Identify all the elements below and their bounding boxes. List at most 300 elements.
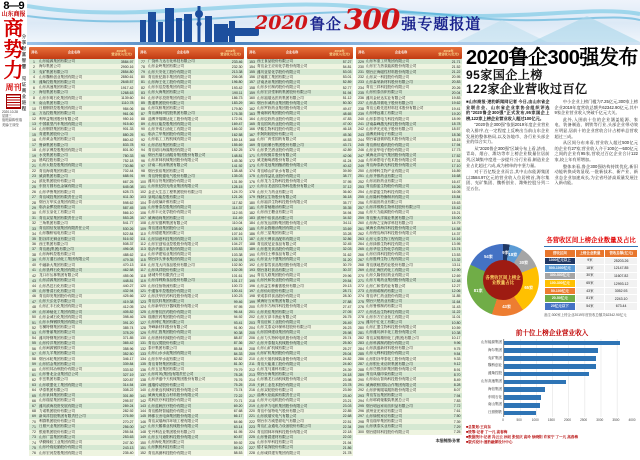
credit-line: ■数据统计:记者 冯云云 孙姮 张恒庆 高玲 徐晓阳 许家宁 丁一凡 高春梅 bbox=[466, 434, 578, 439]
company-name-cell: 山东佳士博食品有限公司 bbox=[257, 252, 297, 257]
company-name-cell: 山东阳谷华泰化工股份有限公司 bbox=[366, 356, 417, 361]
revenue-cell: 901.33 bbox=[122, 127, 134, 132]
revenue-cell: 880.25 bbox=[122, 132, 134, 137]
revenue-cell: 419.38 bbox=[122, 299, 134, 304]
rank-cell: 7 bbox=[33, 90, 35, 95]
article-paragraph: ■山东商报·速豹新闻网记者 今日,由山东省企业联合会、山东省企业家协会组织评选的“2020鲁企300强”正式发布,95家国企上榜,122家上榜企业营业收入超过100亿元。 bbox=[466, 99, 550, 121]
company-name-cell: 山东辰欣药业股份有限公司 bbox=[257, 116, 301, 121]
bar-label: 东明石化 bbox=[488, 394, 502, 399]
legend-row bbox=[545, 280, 638, 288]
bar bbox=[504, 411, 536, 416]
legend-count-cell: 54家 bbox=[575, 303, 605, 311]
revenue-cell: 352.50 bbox=[122, 351, 134, 356]
company-name-cell: 山东亚华电子股份有限公司 bbox=[366, 147, 410, 152]
company-name-cell: 山东得益乳业股份有限公司 bbox=[257, 173, 301, 178]
rank-cell: 266 bbox=[358, 252, 364, 257]
company-name-cell: 潍坊中汇化工有限公司 bbox=[366, 320, 402, 325]
revenue-cell: 57.27 bbox=[342, 59, 352, 64]
company-name-cell: 力诺集团股份有限公司 bbox=[39, 408, 75, 413]
company-name-cell: 华泰集团有限公司 bbox=[39, 387, 68, 392]
company-name-cell: 青岛蔚蓝生物股份有限公司 bbox=[366, 184, 410, 189]
legend-count-cell: 81家 bbox=[575, 295, 605, 303]
rank-cell: 66 bbox=[32, 398, 36, 403]
company-name-cell: 威海迪尚集团有限公司 bbox=[148, 215, 184, 220]
rank-cell: 138 bbox=[140, 377, 146, 382]
company-name-cell: 万达控股集团有限公司 bbox=[39, 111, 75, 116]
revenue-cell: 138.48 bbox=[231, 169, 243, 174]
revenue-cell: 301.89 bbox=[122, 393, 134, 398]
company-name-cell: 山东晨钟机械股份有限公司 bbox=[148, 335, 192, 340]
company-name-cell: 威海联桥国际合作集团有限公司 bbox=[366, 382, 417, 387]
company-name-cell: 青岛康地恩药业股份有限公司 bbox=[366, 262, 413, 267]
rank-cell: 171 bbox=[249, 153, 255, 158]
bar-row bbox=[488, 409, 633, 417]
company-name-cell: 青岛雪达集团有限公司 bbox=[366, 393, 402, 398]
revenue-cell: 295.57 bbox=[122, 398, 134, 403]
rank-cell: 176 bbox=[249, 179, 255, 184]
company-name-cell: 山东碧蓝生物科技有限公司 bbox=[366, 189, 410, 194]
revenue-cell: 3584.97 bbox=[120, 59, 134, 64]
issue-date: 2020.10.28 bbox=[2, 110, 18, 114]
revenue-cell: 752.18 bbox=[122, 158, 134, 163]
revenue-cell: 391.20 bbox=[122, 320, 134, 325]
bar-row bbox=[488, 355, 633, 363]
revenue-cell: 28.71 bbox=[342, 289, 352, 294]
company-name-cell: 山东景芝酒业股份有限公司 bbox=[257, 147, 301, 152]
rank-cell: 147 bbox=[140, 424, 146, 429]
revenue-cell: 121.26 bbox=[231, 195, 243, 200]
rank-cell: 195 bbox=[249, 278, 255, 283]
revenue-cell: 358.96 bbox=[122, 346, 134, 351]
rank-cell: 209 bbox=[249, 351, 255, 356]
company-name-cell: 烟台正海磁性材料股份有限公司 bbox=[366, 69, 417, 74]
company-name-cell: 山东宏力热泵能源股份有限公司 bbox=[366, 64, 417, 69]
revenue-cell: 46.18 bbox=[342, 127, 352, 132]
rank-cell: 38 bbox=[32, 252, 36, 257]
revenue-cell: 47.83 bbox=[342, 117, 352, 122]
company-name-cell: 山东欧瑞安电气有限公司 bbox=[257, 413, 297, 418]
revenue-cell: 101.17 bbox=[231, 278, 243, 283]
rank-cell: 243 bbox=[358, 132, 364, 137]
revenue-cell: 30.79 bbox=[342, 263, 352, 268]
company-name-cell: 兖矿集团有限公司 bbox=[39, 69, 68, 74]
company-name-cell: 山东汇丰石化集团有限公司 bbox=[39, 304, 83, 309]
masthead-slogan: 分享财富智慧 见证商业进程 bbox=[22, 34, 27, 112]
masthead bbox=[0, 0, 27, 460]
revenue-cell: 41.24 bbox=[342, 158, 352, 163]
article-paragraph: 中小企业上榜门槛为7.25亿元,300家上榜企业2019年度营收总额共62342.90亿元,其中9家企业营业收入突破千亿元大关。 bbox=[554, 99, 638, 116]
revenue-cell: 21.94 bbox=[342, 440, 352, 445]
revenue-cell: 69.20 bbox=[233, 404, 243, 409]
revenue-cell: 31.62 bbox=[342, 252, 352, 257]
revenue-cell: 801.50 bbox=[122, 148, 134, 153]
company-name-cell: 山东神驰化工集团有限公司 bbox=[39, 309, 83, 314]
company-name-cell: 青岛建设集团股份公司 bbox=[148, 226, 184, 231]
company-name-cell: 山东凯盛新材料股份有限公司 bbox=[366, 346, 413, 351]
rank-cell: 262 bbox=[358, 231, 364, 236]
revenue-cell: 24.39 bbox=[342, 367, 352, 372]
revenue-cell: 12.06 bbox=[451, 289, 461, 294]
company-name-cell: 临沂金锣投资有限公司 bbox=[39, 205, 75, 210]
company-name-cell: 山东玲珑轮胎股份有限公司 bbox=[39, 445, 83, 450]
company-name-cell: 滨州中裕食品有限公司 bbox=[257, 215, 293, 220]
revenue-cell: 103.38 bbox=[231, 252, 243, 257]
company-name-cell: 山东华鲁集团有限公司 bbox=[39, 189, 75, 194]
legend-range-cell: 20亿元以下 bbox=[545, 303, 576, 311]
issue-weekday: 星期三 bbox=[2, 114, 12, 119]
rank-cell: 109 bbox=[140, 226, 146, 231]
company-name-cell: 山东国舜建设集团有限公司 bbox=[257, 330, 301, 335]
revenue-cell: 81.30 bbox=[233, 362, 243, 367]
company-name-cell: 青岛青特集团有限公司 bbox=[148, 361, 184, 366]
rank-cell: 157 bbox=[249, 80, 255, 85]
legend-count-cell: 9家 bbox=[575, 257, 605, 265]
company-name-cell: 青岛中加特电气股份有限公司 bbox=[257, 408, 304, 413]
revenue-cell: 598.62 bbox=[122, 200, 134, 205]
revenue-cell: 32.03 bbox=[342, 247, 352, 252]
pie-slice-label: 43家 bbox=[502, 303, 512, 309]
company-name-cell: 山东耶莉娅服装集团总公司 bbox=[366, 398, 410, 403]
revenue-cell: 73.74 bbox=[233, 388, 243, 393]
revenue-cell: 432.94 bbox=[122, 289, 134, 294]
company-name-cell: 山东常林机械集团股份有限公司 bbox=[148, 158, 199, 163]
pie-title: 各营收区间上榜企业数量及占比 bbox=[544, 235, 638, 247]
company-name-cell: 中通客车控股股份有限公司 bbox=[148, 288, 192, 293]
revenue-cell: 327.19 bbox=[122, 372, 134, 377]
table-footer-note: 本报制图/孙雪 bbox=[435, 437, 460, 443]
rank-cell: 273 bbox=[358, 289, 364, 294]
revenue-cell: 27.88 bbox=[342, 299, 352, 304]
revenue-cell: 76.76 bbox=[233, 377, 243, 382]
rank-cell: 237 bbox=[358, 101, 364, 106]
rank-cell: 132 bbox=[140, 346, 146, 351]
company-name-cell: 山东鲁北企业集团总公司 bbox=[39, 372, 79, 377]
rank-cell: 281 bbox=[358, 330, 364, 335]
rank-cell: 145 bbox=[140, 414, 146, 419]
company-name-cell: 山东海化集团有限公司 bbox=[148, 440, 184, 445]
rank-cell: 247 bbox=[358, 153, 364, 158]
bar-label: 山东能源集团 bbox=[481, 340, 502, 344]
revenue-cell: 70.71 bbox=[233, 398, 243, 403]
bar bbox=[504, 372, 589, 377]
rank-cell: 107 bbox=[140, 216, 146, 221]
company-name-cell: 山东科源制药股份有限公司 bbox=[366, 340, 410, 345]
revenue-cell: 378.29 bbox=[122, 330, 134, 335]
company-name-cell: 山东扳倒井股份有限公司 bbox=[257, 153, 297, 158]
rank-cell: 203 bbox=[249, 320, 255, 325]
revenue-cell: 105.71 bbox=[231, 237, 243, 242]
rank-cell: 125 bbox=[140, 310, 146, 315]
rank-cell: 56 bbox=[32, 346, 36, 351]
rank-cell: 239 bbox=[358, 111, 364, 116]
rank-cell: 163 bbox=[249, 111, 255, 116]
revenue-cell: 112.93 bbox=[232, 210, 243, 215]
company-name-cell: 韩都衣舍电商集团股份有限公司 bbox=[148, 413, 199, 418]
revenue-cell: 193.42 bbox=[231, 85, 243, 90]
rank-cell: 282 bbox=[358, 336, 364, 341]
rank-cell: 180 bbox=[249, 200, 255, 205]
rank-cell: 200 bbox=[249, 304, 255, 309]
bar-row bbox=[488, 362, 633, 370]
company-name-cell: 烟台东方威思顿电气有限公司 bbox=[257, 419, 304, 424]
brand-char-2: 势 bbox=[3, 39, 24, 61]
company-name-cell: 烟台德邦科技股份有限公司 bbox=[366, 429, 410, 434]
rank-cell: 244 bbox=[358, 137, 364, 142]
company-name-cell: 山东亚太中慧集团有限公司 bbox=[257, 257, 301, 262]
legend-count-cell: 30家 bbox=[575, 272, 605, 280]
company-name-cell: 山东瑞星集团有限公司 bbox=[39, 398, 75, 403]
company-name-cell: 山东联盟化工集团有限公司 bbox=[39, 382, 83, 387]
company-name-cell: 山东东明石化集团有限公司 bbox=[39, 95, 83, 100]
company-name-cell: 山东信得科技股份有限公司 bbox=[366, 252, 410, 257]
revenue-cell: 12.69 bbox=[451, 273, 461, 278]
company-name-cell: 淄博美林电子有限公司 bbox=[366, 132, 402, 137]
revenue-cell: 37.95 bbox=[342, 179, 352, 184]
company-name-cell: 山东金诚石化集团有限公司 bbox=[39, 314, 83, 319]
company-name-cell: 山东宏河控股集团有限公司 bbox=[39, 450, 83, 455]
revenue-header: 2019年 营业收入(亿元) bbox=[111, 48, 132, 56]
company-name-cell: 山东宏济堂制药集团股份有限公司 bbox=[257, 90, 311, 95]
company-name-cell: 山东浩信集团有限公司 bbox=[148, 142, 184, 147]
revenue-cell: 7.83 bbox=[453, 398, 461, 403]
rank-cell: 241 bbox=[358, 122, 364, 127]
revenue-cell: 58.53 bbox=[233, 451, 243, 456]
sidebar bbox=[466, 47, 638, 458]
rank-header: 排名 bbox=[31, 50, 38, 55]
ranking-table bbox=[29, 47, 462, 456]
rank-cell: 293 bbox=[358, 393, 364, 398]
rank-cell: 70 bbox=[32, 419, 36, 424]
company-name-cell: 青岛瑞华集团有限公司 bbox=[366, 419, 402, 424]
revenue-cell: 11.64 bbox=[452, 299, 461, 304]
revenue-cell: 371.85 bbox=[122, 336, 134, 341]
revenue-cell: 152.25 bbox=[231, 148, 243, 153]
revenue-cell: 108.60 bbox=[231, 226, 243, 231]
company-name-cell: 山东福田药业有限公司 bbox=[366, 200, 402, 205]
rank-cell: 296 bbox=[358, 409, 364, 414]
revenue-cell: 36.60 bbox=[342, 190, 352, 195]
rank-cell: 110 bbox=[140, 231, 146, 236]
rank-cell: 158 bbox=[249, 85, 255, 90]
credit-line: ■统筹:记者 丁一凡 高春梅 bbox=[466, 429, 508, 434]
rank-cell: 41 bbox=[32, 268, 36, 273]
company-name-cell: 泰开集团有限公司 bbox=[148, 346, 177, 351]
rank-cell: 75 bbox=[32, 445, 36, 450]
company-name-cell: 龙口市丛林集团有限公司 bbox=[39, 273, 79, 278]
rank-cell: 230 bbox=[358, 64, 364, 69]
revenue-cell: 53.01 bbox=[342, 75, 352, 80]
legend-row bbox=[545, 287, 638, 295]
revenue-header: 2019年 营业收入(亿元) bbox=[220, 48, 241, 56]
company-name-cell: 青岛九联集团股份有限公司 bbox=[257, 273, 301, 278]
company-name-cell: 广饶科力达石化科技有限公司 bbox=[148, 59, 195, 64]
company-name-cell: 山东开元电机股份有限公司 bbox=[257, 398, 301, 403]
rank-cell: 270 bbox=[358, 273, 364, 278]
revenue-cell: 15.00 bbox=[451, 216, 461, 221]
company-name-cell: 山东愉悦家纺有限公司 bbox=[366, 413, 402, 418]
revenue-cell: 128.15 bbox=[231, 184, 243, 189]
company-name-cell: 山东金岭集团有限公司 bbox=[148, 64, 184, 69]
company-name-cell: 山东元泰生物工程有限公司 bbox=[366, 236, 410, 241]
company-name-cell: 南山集团有限公司 bbox=[39, 100, 68, 105]
revenue-cell: 17.10 bbox=[451, 163, 461, 168]
revenue-cell: 587.45 bbox=[122, 205, 134, 210]
revenue-cell: 53.03 bbox=[342, 70, 352, 75]
company-name-cell: 山东黄金集团有限公司 bbox=[39, 137, 75, 142]
rank-cell: 35 bbox=[32, 237, 36, 242]
company-name-cell: 山东绿都生物科技有限公司 bbox=[366, 241, 410, 246]
rank-cell: 148 bbox=[140, 430, 146, 435]
rank-cell: 114 bbox=[140, 252, 146, 257]
company-name-cell: 烟台张裕集团有限公司 bbox=[148, 168, 184, 173]
revenue-cell: 470.13 bbox=[122, 263, 134, 268]
axis-tick-label: 3000 bbox=[596, 417, 604, 422]
banner-report: 强专题报道 bbox=[401, 16, 482, 33]
rank-cell: 284 bbox=[358, 346, 364, 351]
revenue-cell: 78.28 bbox=[233, 372, 243, 377]
rank-cell: 68 bbox=[32, 409, 36, 414]
revenue-cell: 15.42 bbox=[451, 205, 461, 210]
revenue-cell: 101.61 bbox=[231, 273, 243, 278]
company-name-cell: 山东大海集团有限公司 bbox=[148, 90, 184, 95]
revenue-cell: 915.60 bbox=[122, 122, 134, 127]
company-name-cell: 山东能源集团有限公司 bbox=[39, 59, 75, 64]
rank-cell: 115 bbox=[140, 257, 146, 262]
revenue-cell: 32.45 bbox=[342, 242, 352, 247]
rank-cell: 5 bbox=[33, 80, 35, 85]
revenue-cell: 72.22 bbox=[233, 393, 243, 398]
rank-cell: 274 bbox=[358, 294, 364, 299]
rank-cell: 214 bbox=[249, 377, 255, 382]
rank-cell: 169 bbox=[249, 143, 255, 148]
rank-cell: 122 bbox=[140, 294, 146, 299]
revenue-cell: 11.43 bbox=[452, 304, 461, 309]
revenue-cell: 22.02 bbox=[342, 435, 352, 440]
rank-cell: 91 bbox=[141, 132, 145, 137]
company-name-cell: 青岛波尼亚食品有限公司 bbox=[257, 241, 297, 246]
rank-cell: 298 bbox=[358, 419, 364, 424]
rank-cell: 26 bbox=[32, 190, 36, 195]
company-name-cell: 金正大生态工程集团股份有限公司 bbox=[148, 189, 202, 194]
rank-cell: 288 bbox=[358, 367, 364, 372]
company-name-cell: 青岛明月海藻集团有限公司 bbox=[148, 147, 192, 152]
company-name-cell: 山东高速集团有限公司 bbox=[39, 85, 75, 90]
company-name-cell: 鲁南制药集团股份有限公司 bbox=[257, 111, 301, 116]
revenue-cell: 18.15 bbox=[451, 137, 461, 142]
rank-cell: 112 bbox=[140, 242, 146, 247]
rank-cell: 81 bbox=[141, 80, 145, 85]
revenue-cell: 25.74 bbox=[342, 336, 352, 341]
revenue-cell: 51.94 bbox=[342, 90, 352, 95]
revenue-cell: 12.27 bbox=[451, 284, 461, 289]
rank-cell: 24 bbox=[32, 179, 36, 184]
revenue-cell: 20.95 bbox=[451, 75, 461, 80]
company-name-cell: 青岛即发集团股份有限公司 bbox=[39, 293, 83, 298]
rank-cell: 190 bbox=[249, 252, 255, 257]
revenue-cell: 16.68 bbox=[451, 174, 461, 179]
rank-cell: 72 bbox=[32, 430, 36, 435]
company-name-cell: 青岛酷特智能股份有限公司 bbox=[148, 408, 192, 413]
company-name-cell: 青岛凤凰印染有限公司 bbox=[366, 372, 402, 377]
company-name-cell: 山东垦利石化集团有限公司 bbox=[39, 267, 83, 272]
rank-cell: 8 bbox=[33, 96, 35, 101]
revenue-cell: 2850.61 bbox=[120, 75, 134, 80]
bar-row bbox=[481, 378, 633, 386]
rank-cell: 264 bbox=[358, 242, 364, 247]
revenue-header: 2019年 营业收入(亿元) bbox=[329, 48, 350, 56]
revenue-cell: 23.98 bbox=[342, 377, 352, 382]
bar-row bbox=[488, 370, 633, 378]
editor-credit: 值班编辑/张瑞 bbox=[2, 118, 23, 123]
revenue-cell: 35.77 bbox=[342, 200, 352, 205]
revenue-cell: 984.06 bbox=[122, 106, 134, 111]
revenue-cell: 1917.42 bbox=[120, 85, 134, 90]
rank-cell: 254 bbox=[358, 190, 364, 195]
revenue-cell: 8.70 bbox=[453, 372, 461, 377]
rank-cell: 213 bbox=[249, 372, 255, 377]
revenue-cell: 255.54 bbox=[122, 430, 134, 435]
company-name-cell: 山东岚桥集团有限公司 bbox=[148, 106, 184, 111]
revenue-cell: 7.72 bbox=[453, 404, 461, 409]
legend-row bbox=[545, 257, 638, 265]
rank-cell: 144 bbox=[140, 409, 146, 414]
company-name-cell: 山东招金集团有限公司 bbox=[39, 361, 75, 366]
rank-cell: 193 bbox=[249, 268, 255, 273]
rank-cell: 128 bbox=[140, 325, 146, 330]
company-name-cell: 山东民和牧业股份有限公司 bbox=[257, 278, 301, 283]
revenue-cell: 15.21 bbox=[451, 210, 461, 215]
rank-cell: 36 bbox=[32, 242, 36, 247]
company-name-cell: 山东得利斯食品股份有限公司 bbox=[148, 278, 195, 283]
rank-cell: 287 bbox=[358, 362, 364, 367]
company-name-cell: 胜通集团股份有限公司 bbox=[148, 100, 184, 105]
bar-row bbox=[488, 394, 633, 402]
revenue-cell: 19.83 bbox=[451, 96, 461, 101]
rank-cell: 101 bbox=[140, 184, 146, 189]
rank-cell: 119 bbox=[140, 278, 146, 283]
revenue-cell: 33.69 bbox=[342, 226, 352, 231]
revenue-cell: 38.77 bbox=[342, 174, 352, 179]
banner-year: 2020 bbox=[255, 12, 308, 34]
company-name-cell: 东阿阿胶股份有限公司 bbox=[257, 132, 293, 137]
revenue-cell: 19.62 bbox=[451, 101, 461, 106]
company-name-cell: 山东步长制药股份有限公司 bbox=[257, 85, 301, 90]
revenue-cell: 27.47 bbox=[342, 304, 352, 309]
company-name-cell: 山东久隆恒信药业有限公司 bbox=[366, 273, 410, 278]
company-name-cell: 山东福瑞达医药集团有限公司 bbox=[257, 95, 304, 100]
revenue-cell: 26.23 bbox=[342, 325, 352, 330]
revenue-cell: 1139.60 bbox=[121, 96, 134, 101]
table-group bbox=[356, 47, 462, 456]
revenue-cell: 17.94 bbox=[451, 143, 461, 148]
rank-cell: 161 bbox=[249, 101, 255, 106]
rank-cell: 113 bbox=[140, 247, 146, 252]
company-name-cell: 山东仙坛股份有限公司 bbox=[257, 288, 293, 293]
company-name-cell: 海尔集团公司 bbox=[39, 64, 61, 69]
rank-cell: 160 bbox=[249, 96, 255, 101]
revenue-cell: 508.37 bbox=[122, 242, 134, 247]
company-name-cell: 山东汇胜集团股份有限公司 bbox=[148, 330, 192, 335]
table-header bbox=[138, 47, 244, 59]
axis-tick-label: 2500 bbox=[580, 417, 588, 422]
rank-cell: 290 bbox=[358, 377, 364, 382]
company-name-cell: 青岛特锐德电气股份有限公司 bbox=[148, 173, 195, 178]
company-name-cell: 山东巨能控股集团有限公司 bbox=[148, 121, 192, 126]
rank-cell: 185 bbox=[249, 226, 255, 231]
rank-cell: 89 bbox=[141, 122, 145, 127]
rank-cell: 90 bbox=[141, 127, 145, 132]
company-name-cell: 山东齐成石油化工有限公司 bbox=[148, 126, 192, 131]
